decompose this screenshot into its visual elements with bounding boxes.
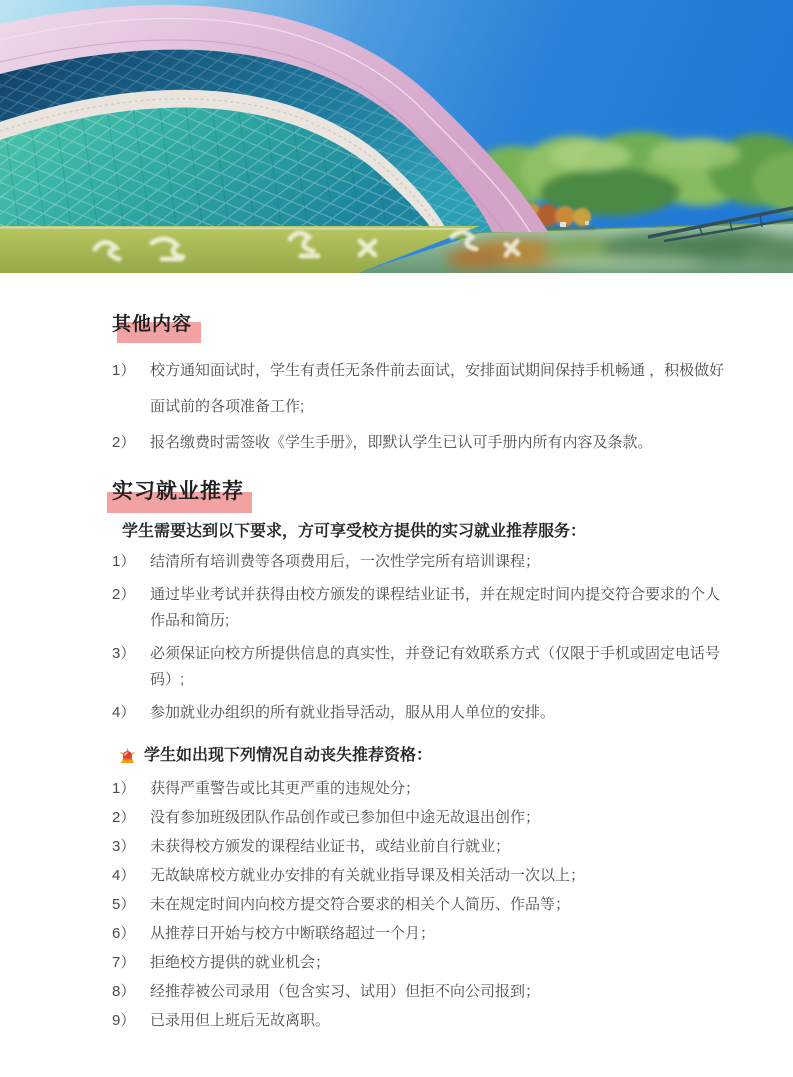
item-number: 4） bbox=[112, 704, 136, 721]
item-text: 从推荐日开始与校方中断联络超过一个月； bbox=[150, 925, 436, 942]
item-number: 3） bbox=[112, 838, 136, 855]
item-text: 已录用但上班后无故离职。 bbox=[150, 1012, 331, 1029]
item-number: 6） bbox=[112, 925, 136, 942]
item-text: 经推荐被公司录用（包含实习、试用）但拒不向公司报到； bbox=[150, 983, 541, 1000]
section-heading-other-content bbox=[112, 313, 192, 337]
requirements-list bbox=[112, 549, 729, 726]
item-text: 未在规定时间内向校方提交符合要求的相关个人简历、作品等； bbox=[150, 896, 571, 913]
list-item bbox=[112, 805, 729, 831]
item-text: 通过毕业考试并获得由校方颁发的课程结业证书，并在规定时间内提交符合要求的个人作品和简历; bbox=[150, 586, 721, 629]
other-content-list bbox=[112, 353, 729, 461]
list-item bbox=[112, 549, 729, 575]
list-item bbox=[112, 582, 729, 634]
list-item bbox=[112, 921, 729, 947]
item-text: 没有参加班级团队作品创作或已参加但中途无故退出创作； bbox=[150, 809, 541, 826]
list-item bbox=[112, 863, 729, 889]
disqualification-title-text: 学生如出现下列情况自动丧失推荐资格： bbox=[144, 747, 433, 764]
list-item bbox=[112, 425, 729, 461]
item-text: 必须保证向校方所提供信息的真实性，并登记有效联系方式（仅限于手机或固定电话号码）; bbox=[150, 645, 721, 688]
item-number: 3） bbox=[112, 645, 136, 662]
item-number: 2） bbox=[112, 586, 136, 603]
item-number: 2） bbox=[112, 809, 136, 826]
item-text: 参加就业办组织的所有就业指导活动，服从用人单位的安排。 bbox=[150, 704, 556, 721]
item-number: 9） bbox=[112, 1012, 136, 1029]
list-item bbox=[112, 700, 729, 726]
list-item bbox=[112, 776, 729, 802]
item-number: 7） bbox=[112, 954, 136, 971]
list-item bbox=[112, 641, 729, 693]
list-item bbox=[112, 950, 729, 976]
item-text: 无故缺席校方就业办安排的有关就业指导课及相关活动一次以上； bbox=[150, 867, 586, 884]
list-item bbox=[112, 834, 729, 860]
heading-text: 其他内容 bbox=[112, 314, 193, 335]
requirements-subtitle: 学生需要达到以下要求，方可享受校方提供的实习就业推荐服务： bbox=[122, 523, 587, 540]
item-number: 1） bbox=[112, 362, 136, 379]
item-number: 8） bbox=[112, 983, 136, 1000]
disqualification-list bbox=[112, 776, 729, 1034]
item-number: 4） bbox=[112, 867, 136, 884]
item-text: 获得严重警告或比其更严重的违规处分； bbox=[150, 780, 421, 797]
item-text: 结清所有培训费等各项费用后，一次性学完所有培训课程； bbox=[150, 553, 541, 570]
campus-photo-banner bbox=[0, 0, 793, 273]
list-item bbox=[112, 1008, 729, 1034]
list-item bbox=[112, 353, 729, 425]
disqualification-title bbox=[118, 744, 729, 768]
item-text: 未获得校方颁发的课程结业证书，或结业前自行就业； bbox=[150, 838, 511, 855]
heading-text: 实习就业推荐 bbox=[112, 480, 244, 503]
item-text: 报名缴费时需签收《学生手册》，即默认学生已认可手册内所有内容及条款。 bbox=[150, 434, 653, 451]
item-text: 校方通知面试时，学生有责任无条件前去面试，安排面试期间保持手机畅通 ，积极做好面试前的各项准备工作; bbox=[150, 362, 725, 415]
siren-light-icon bbox=[118, 747, 137, 766]
item-text: 拒绝校方提供的就业机会； bbox=[150, 954, 331, 971]
list-item bbox=[112, 979, 729, 1005]
section-heading-employment-recommendation bbox=[112, 479, 244, 505]
list-item bbox=[112, 892, 729, 918]
item-number: 5） bbox=[112, 896, 136, 913]
item-number: 1） bbox=[112, 780, 136, 797]
document-body bbox=[0, 273, 793, 1034]
item-number: 1） bbox=[112, 553, 136, 570]
item-number: 2） bbox=[112, 434, 136, 451]
